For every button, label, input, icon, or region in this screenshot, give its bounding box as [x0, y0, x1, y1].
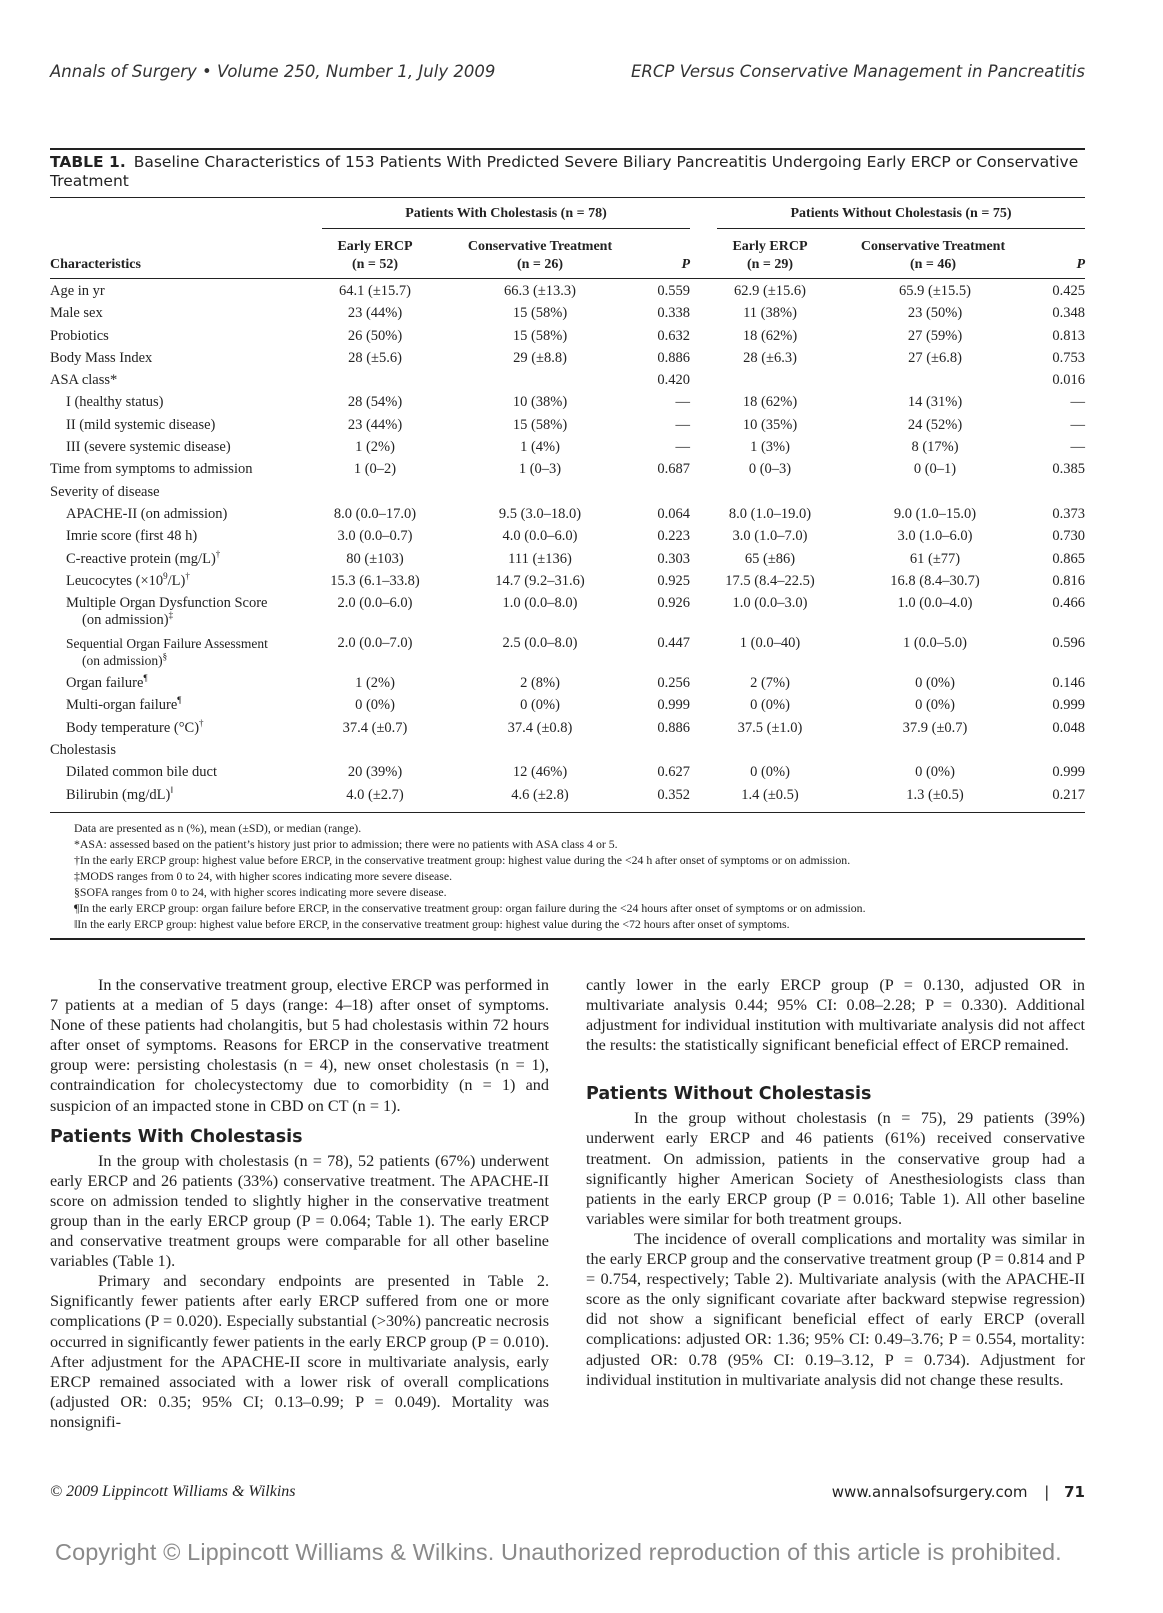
value-cell: 0 (0%) [915, 697, 955, 714]
p-value-cell: 0.596 [1052, 635, 1085, 652]
row-label: Organ failure¶ [66, 673, 148, 692]
p-value-cell: — [675, 439, 690, 456]
p-value-cell: 0.348 [1052, 305, 1085, 322]
value-cell: 2.0 (0.0–7.0) [337, 635, 413, 652]
value-cell: 0 (0%) [915, 764, 955, 781]
value-cell: 0 (0%) [915, 675, 955, 692]
paragraph: In the conservative treatment group, elective ERCP was performed in 7 patients at a median of 5 days (range: 4–18) after onset of symptoms. None of these patients had cholangitis, but 5 had cholestasis within 72 hours after onset of symptoms. Reasons for ERCP in the conservative treatment group were: persisting cholestasis (n = 4), new onset cholestasis (n = 1), contraindication for cholecystectomy due to comorbidity (n = 1) and suspicion of an impacted stone in CBD on CT (n = 1). [50, 976, 549, 1115]
value-cell: 27 (±6.8) [908, 349, 962, 366]
table-row [50, 528, 1085, 550]
row-label: II (mild systemic disease) [66, 416, 216, 433]
p-value-cell: 0.256 [657, 675, 690, 692]
table-row [50, 717, 1085, 742]
value-cell: 4.0 (0.0–6.0) [502, 528, 578, 545]
paragraph: cantly lower in the early ERCP group (P = 0.130, adjusted OR in multivariate analysis 0.44; 95% CI: 0.08–2.28; P = 0.330). Additional adjustment for individual institution with multivariate analysis did not affect the results: the statistically significant beneficial effect of ERCP remained. [586, 976, 1085, 1055]
value-cell: 27 (59%) [907, 327, 963, 344]
col-header-conservative-2-label: Conservative Treatment [860, 239, 1006, 254]
p-value-cell: — [675, 394, 690, 411]
value-cell: 12 (46%) [512, 764, 568, 781]
col-header-p-1: P [681, 257, 690, 272]
value-cell: 2 (7%) [750, 675, 790, 692]
value-cell: 2.0 (0.0–6.0) [337, 595, 413, 612]
section-heading: Patients With Cholestasis [50, 1126, 303, 1147]
value-cell: 1.3 (±0.5) [906, 786, 964, 803]
value-cell: 4.6 (±2.8) [511, 786, 569, 803]
value-cell: 15.3 (6.1–33.8) [330, 572, 420, 589]
col-header-early-ercp-1-label: Early ERCP [337, 239, 413, 254]
p-value-cell: 0.425 [1052, 283, 1085, 299]
value-cell: 80 (±103) [346, 550, 404, 567]
p-value-cell: 0.816 [1052, 572, 1085, 589]
page-number: 71 [1064, 1483, 1085, 1501]
col-header-early-ercp-1 [305, 238, 445, 274]
value-cell: 37.9 (±0.7) [902, 719, 968, 736]
table-row [50, 461, 1085, 483]
table-row [50, 784, 1085, 809]
col-header-conservative-2 [833, 238, 1033, 274]
row-label: Probiotics [50, 327, 109, 344]
table-row [50, 484, 1085, 506]
footnote: ‖In the early ERCP group: highest value before ERCP, in the conservative treatment group: highest value during the <72 hours after onset of symptoms. [74, 917, 790, 931]
value-cell: 8.0 (1.0–19.0) [728, 505, 812, 522]
p-value-cell: 0.447 [657, 635, 690, 652]
table-row [50, 697, 1085, 719]
value-cell: 37.4 (±0.7) [342, 719, 408, 736]
p-value-cell: 0.352 [657, 786, 690, 803]
value-cell: 15 (58%) [512, 305, 568, 322]
footnote: *ASA: assessed based on the patient’s history just prior to admission; there were no patients with ASA class 4 or 5. [74, 837, 618, 851]
col-header-early-ercp-1-n: (n = 52) [351, 257, 399, 272]
value-cell: 1.0 (0.0–8.0) [502, 595, 578, 612]
col-header-early-ercp-2-label: Early ERCP [732, 239, 808, 254]
table-column-rule [50, 278, 1085, 279]
table-label: TABLE 1. [50, 153, 126, 171]
row-label: Age in yr [50, 283, 105, 299]
value-cell: 65.9 (±15.5) [899, 283, 971, 299]
value-cell: 8 (17%) [911, 439, 959, 456]
value-cell: 1 (4%) [520, 439, 560, 456]
value-cell: 15 (58%) [512, 416, 568, 433]
row-label: ASA class* [50, 372, 118, 389]
value-cell: 61 (±77) [909, 550, 961, 567]
left-text-column [50, 975, 549, 1432]
value-cell: 28 (54%) [347, 394, 403, 411]
row-label: Multiple Organ Dysfunction Score (on admission)‡ [66, 595, 268, 629]
table-footnotes [74, 820, 866, 932]
table-row [50, 675, 1085, 697]
p-value-cell: 0.559 [657, 283, 690, 299]
footnote: §SOFA ranges from 0 to 24, with higher scores indicating more severe disease. [74, 885, 447, 899]
table-body [50, 283, 1085, 809]
value-cell: 28 (±6.3) [743, 349, 797, 366]
value-cell: 3.0 (1.0–6.0) [897, 528, 973, 545]
table-row [50, 350, 1085, 372]
value-cell: 0 (0%) [355, 697, 395, 714]
p-value-cell: 0.303 [657, 550, 690, 567]
table-row [50, 394, 1085, 416]
value-cell: 0 (0–3) [748, 461, 792, 478]
value-cell: 37.4 (±0.8) [507, 719, 573, 736]
col-header-conservative-2-n: (n = 46) [909, 257, 957, 272]
p-value-cell: 0.627 [657, 764, 690, 781]
value-cell: 1 (0.0–5.0) [902, 635, 968, 652]
value-cell: 23 (44%) [347, 416, 403, 433]
p-value-cell: 0.753 [1052, 349, 1085, 366]
footer-copyright: © 2009 Lippincott Williams & Wilkins [50, 1483, 296, 1500]
table-row [50, 573, 1085, 595]
value-cell: 66.3 (±13.3) [504, 283, 576, 299]
p-value-cell: 0.064 [657, 505, 690, 522]
value-cell: 0 (0–1) [913, 461, 957, 478]
value-cell: 28 (±5.6) [348, 349, 402, 366]
value-cell: 11 (38%) [743, 305, 797, 322]
p-value-cell: — [675, 416, 690, 433]
table-row [50, 506, 1085, 528]
row-label: Body Mass Index [50, 349, 153, 366]
row-label: Bilirubin (mg/dL)‖ [66, 784, 173, 803]
footnote: Data are presented as n (%), mean (±SD), or median (range). [74, 821, 362, 835]
copyright-watermark: Copyright © Lippincott Williams & Wilkins. Unauthorized reproduction of this article is prohibited. [55, 1539, 1062, 1565]
table-row [50, 548, 1085, 573]
value-cell: 1 (3%) [750, 439, 790, 456]
value-cell: 15 (58%) [512, 327, 568, 344]
value-cell: 0 (0%) [520, 697, 560, 714]
value-cell: 23 (44%) [347, 305, 403, 322]
p-value-cell: 0.999 [1052, 764, 1085, 781]
row-label: Leucocytes $(\times 10^9/L)^\dagger$ [66, 571, 190, 589]
p-value-cell: 0.886 [657, 719, 690, 736]
table-row [50, 328, 1085, 350]
value-cell: 18 (62%) [742, 394, 798, 411]
p-value-cell: 0.632 [657, 327, 690, 344]
value-cell: 4.0 (±2.7) [346, 786, 404, 803]
row-label: Male sex [50, 305, 103, 322]
paragraph: In the group with cholestasis (n = 78), 52 patients (67%) underwent early ERCP and 26 patients (33%) conservative treatment. The APACHE-II score on admission tended to slightly higher in the conservative treatment group than in the early ERCP group (P = 0.064; Table 1). The early ERCP and conservative treatment groups were comparable for all other baseline variables (Table 1). [50, 1151, 549, 1271]
value-cell: 64.1 (±15.7) [339, 283, 411, 299]
table-row [50, 764, 1085, 786]
row-label: Time from symptoms to admission [50, 461, 253, 478]
value-cell: 1 (0–3) [518, 461, 562, 478]
group-underline-cholestasis [322, 228, 690, 229]
footnote: ‡MODS ranges from 0 to 24, with higher scores indicating more severe disease. [74, 869, 453, 883]
value-cell: 62.9 (±15.6) [734, 283, 806, 299]
value-cell: 26 (50%) [347, 327, 403, 344]
table-row [50, 439, 1085, 461]
col-header-p-2: P [1076, 257, 1085, 272]
p-value-cell: 0.217 [1052, 786, 1085, 803]
footnote: ¶In the early ERCP group: organ failure before ERCP, in the conservative treatment group: organ failure during the <24 hours after onset of symptoms or on admission. [74, 901, 866, 915]
table-row [50, 372, 1085, 394]
value-cell: 10 (38%) [512, 394, 568, 411]
p-value-cell: 0.865 [1052, 550, 1085, 567]
paragraph: The incidence of overall complications and mortality was similar in the early ERCP group and the conservative treatment group (P = 0.814 and P = 0.754, respectively; Table 2). Multivariate analysis (with the APACHE-II score as the only significant covariate after backward stepwise regression) did not show a significant beneficial effect of early ERCP (overall complications: adjusted OR: 1.36; 95% CI: 0.49–3.76; P = 0.554, mortality: adjusted OR: 0.78 (95% CI: 0.19–3.12, P = 0.734). Adjustment for individual institution in multivariate analysis did not change these results. [586, 1229, 1085, 1389]
p-value-cell: 0.016 [1052, 372, 1085, 389]
col-header-conservative-1-label: Conservative Treatment [467, 239, 613, 254]
p-value-cell: 0.926 [657, 595, 690, 612]
row-label: Cholestasis [50, 742, 117, 759]
p-value-cell: 0.925 [657, 572, 690, 589]
footnote: †In the early ERCP group: highest value before ERCP, in the conservative treatment group: highest value during the <24 h after onset of symptoms or on admission. [74, 853, 851, 867]
p-value-cell: 0.048 [1052, 719, 1085, 736]
p-value-cell: 0.999 [1052, 697, 1085, 714]
p-value-cell: 0.466 [1052, 595, 1085, 612]
p-value-cell: 0.338 [657, 305, 690, 322]
section-heading: Patients Without Cholestasis [586, 1084, 872, 1105]
p-value-cell: 0.999 [657, 697, 690, 714]
paragraph: In the group without cholestasis (n = 75), 29 patients (39%) underwent early ERCP and 46 patients (61%) received conservative treatment. On admission, patients in the conservative group had a significantly higher American Society of Anesthesiologists class than patients in the early ERCP group (P = 0.016; Table 1). All other baseline variables were similar for both treatment groups. [586, 1109, 1085, 1228]
value-cell: 3.0 (1.0–7.0) [732, 528, 808, 545]
table-bottom-rule [50, 812, 1085, 813]
value-cell: 1 (2%) [355, 675, 395, 692]
col-header-early-ercp-2-n: (n = 29) [746, 257, 794, 272]
value-cell: 18 (62%) [742, 327, 798, 344]
footnotes-bottom-rule [50, 938, 1085, 940]
value-cell: 17.5 (8.4–22.5) [725, 572, 815, 589]
p-value-cell: 0.730 [1052, 528, 1085, 545]
value-cell: 2.5 (0.0–8.0) [502, 635, 578, 652]
value-cell: 1.0 (0.0–4.0) [897, 595, 973, 612]
group-underline-no-cholestasis [717, 228, 1085, 229]
value-cell: 37.5 (±1.0) [737, 719, 803, 736]
table-caption [50, 153, 1085, 191]
value-cell: 1 (2%) [355, 439, 395, 456]
p-value-cell: — [1070, 394, 1085, 411]
value-cell: 1 (0.0–40) [739, 635, 801, 652]
value-cell: 1 (0–2) [353, 461, 397, 478]
row-label: Body temperature (°C)† [66, 717, 204, 736]
table-row [50, 305, 1085, 327]
row-label: Imrie score (first 48 h) [66, 528, 198, 545]
value-cell: 24 (52%) [907, 416, 963, 433]
group-header-no-cholestasis: Patients Without Cholestasis (n = 75) [790, 206, 1012, 221]
value-cell: 14 (31%) [907, 394, 963, 411]
journal-citation: Annals of Surgery • Volume 250, Number 1, July 2009 [50, 62, 496, 81]
journal-url-link[interactable]: www.annalsofsurgery.com [831, 1483, 1028, 1501]
table-row [50, 595, 1085, 635]
p-value-cell: 0.373 [1052, 505, 1085, 522]
value-cell: 1.0 (0.0–3.0) [732, 595, 808, 612]
p-value-cell: 0.223 [657, 528, 690, 545]
col-header-characteristics: Characteristics [50, 257, 141, 272]
right-text-column [586, 975, 1085, 1390]
paragraph: Primary and secondary endpoints are presented in Table 2. Significantly fewer patients after early ERCP suffered from one or more complications (P = 0.020). Especially substantial (>30%) pancreatic necrosis occurred in significantly fewer patients in the early ERCP group (P = 0.010). After adjustment for the APACHE-II score in multivariate analysis, early ERCP remained associated with a lower risk of overall complications (adjusted OR: 0.35; 95% CI; 0.13–0.99; P = 0.049). Mortality was nonsignifi- [50, 1272, 549, 1431]
table-header-rule [50, 197, 1085, 198]
value-cell: 8.0 (0.0–17.0) [333, 505, 417, 522]
row-label: Dilated common bile duct [66, 764, 218, 781]
value-cell: 29 (±8.8) [513, 349, 567, 366]
value-cell: 14.7 (9.2–31.6) [495, 572, 585, 589]
value-cell: 2 (8%) [520, 675, 560, 692]
table-title: Baseline Characteristics of 153 Patients With Predicted Severe Biliary Pancreatitis Undergoing Early ERCP or Conservative Treatment [50, 153, 1079, 190]
p-value-cell: 0.146 [1052, 675, 1085, 692]
col-header-early-ercp-2 [700, 238, 840, 274]
row-label: C-reactive protein (mg/L)† [66, 548, 221, 567]
value-cell: 1.4 (±0.5) [741, 786, 799, 803]
value-cell: 0 (0%) [750, 764, 790, 781]
col-header-conservative-1 [440, 238, 640, 274]
value-cell: 9.5 (3.0–18.0) [498, 505, 582, 522]
row-label: I (healthy status) [66, 394, 164, 411]
p-value-cell: 0.813 [1052, 327, 1085, 344]
group-header-cholestasis: Patients With Cholestasis (n = 78) [405, 206, 607, 221]
table-row [50, 417, 1085, 439]
col-header-conservative-1-n: (n = 26) [516, 257, 564, 272]
p-value-cell: — [1070, 416, 1085, 433]
value-cell: 65 (±86) [744, 550, 796, 567]
table-row [50, 742, 1085, 764]
table-row [50, 635, 1085, 675]
article-short-title: ERCP Versus Conservative Management in Pancreatitis [630, 62, 1085, 81]
value-cell: 111 (±136) [508, 550, 572, 567]
p-value-cell: — [1070, 439, 1085, 456]
p-value-cell: 0.385 [1052, 461, 1085, 478]
p-value-cell: 0.687 [657, 461, 690, 478]
value-cell: 23 (50%) [907, 305, 963, 322]
row-label: Severity of disease [50, 483, 160, 500]
value-cell: 9.0 (1.0–15.0) [893, 505, 977, 522]
table-top-rule [50, 148, 1085, 150]
footer-separator: | [1044, 1483, 1050, 1501]
footer-right [832, 1483, 1085, 1501]
p-value-cell: 0.886 [657, 349, 690, 366]
value-cell: 20 (39%) [347, 764, 403, 781]
row-label: Sequential Organ Failure Assessment (on admission)§ [66, 636, 268, 669]
row-label: APACHE-II (on admission) [66, 505, 228, 522]
value-cell: 16.8 (8.4–30.7) [890, 572, 980, 589]
p-value-cell: 0.420 [657, 372, 690, 389]
row-label: Multi-organ failure¶ [66, 695, 182, 714]
value-cell: 10 (35%) [742, 416, 798, 433]
value-cell: 0 (0%) [750, 697, 790, 714]
row-label: III (severe systemic disease) [66, 439, 231, 456]
value-cell: 3.0 (0.0–0.7) [337, 528, 413, 545]
table-row [50, 283, 1085, 305]
